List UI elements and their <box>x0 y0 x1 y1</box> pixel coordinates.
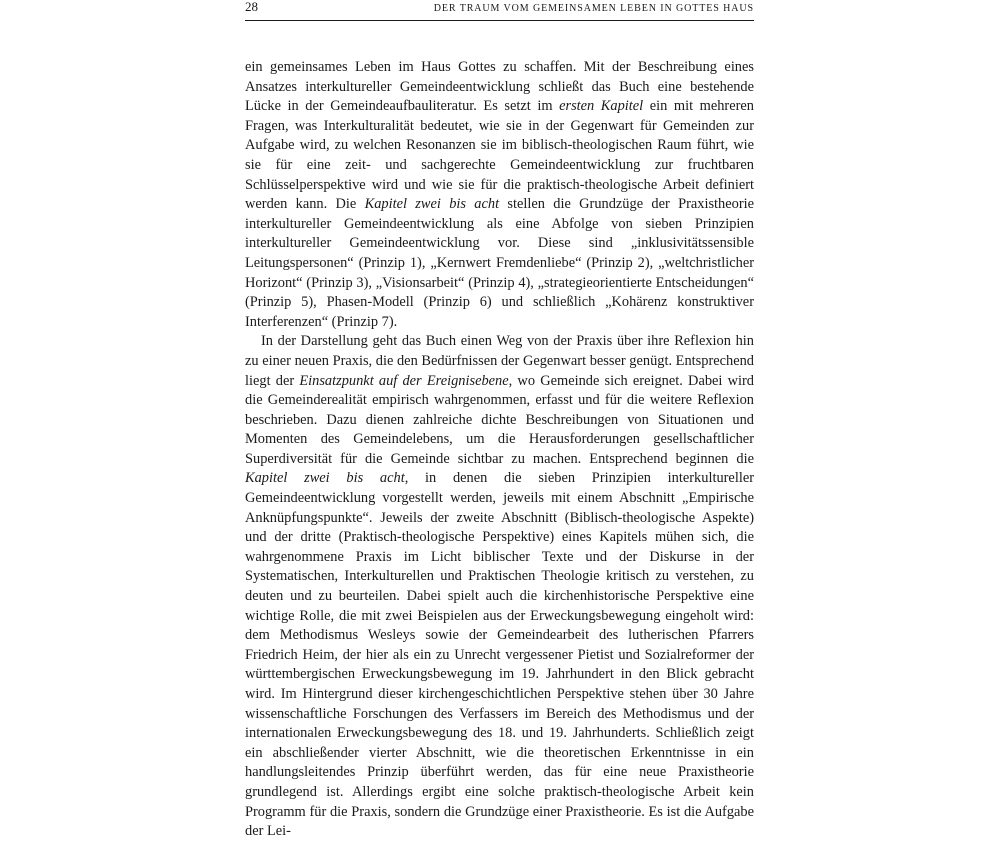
text-segment: ein mit mehreren Fragen, was Interkulturalität bedeutet, wie sie in der Gegenwart für Gemeinden zur Aufgabe wird, zu welchen Resonanzen sie im biblisch-theologischen Raum führt, wie sie für eine zeit- und sachgerechte Gemeindeentwicklung zur fruchtbaren Schlüsselperspektive wird und wie sie für die praktisch-theologische Arbeit definiert werden kann. Die <box>245 98 754 213</box>
text-segment: , wo Gemeinde sich ereignet. Dabei wird die Gemeinderealität empirisch wahrgenommen, erfasst und für die weitere Reflexion beschrieben. Dazu dienen zahlreiche dichte Beschreibungen von Situationen und Momenten des Gemeindelebens, um die Herausforderungen gesellschaftlicher Superdiversität für die Gemeinde sichtbar zu machen. Entsprechend beginnen die <box>245 372 754 467</box>
page-number: 28 <box>245 0 258 14</box>
emphasis-ersten-kapitel: ersten Kapitel <box>559 98 644 115</box>
paragraph-2 <box>245 332 754 841</box>
text-segment: In der Darstellung geht das Buch einen Weg von der Praxis über ihre Reflexion hin zu einer neuen Praxis, die den Bedürfnissen der Gegenwart besser genügt. Entsprechend liegt der <box>245 333 754 389</box>
text-segment: , in denen die sieben Prinzipien interkultureller Gemeindeentwicklung vorgestellt werden, jeweils mit einem Abschnitt „Empirische Anknüpfungspunkte“. Jeweils der zweite Abschnitt (Biblisch-theologische Aspekte) und der dritte (Praktisch-theologische Perspektive) eines Kapitels mühen sich, die wahrgenommene Praxis im Licht biblischer Texte und der Diskurse in der Systematischen, Interkulturellen und Praktischen Theologie kritisch zu verstehen, zu deuten und zu beurteilen. Dabei spielt auch die kirchenhistorische Perspektive eine wichtige Rolle, die mit zwei Beispielen aus der Erweckungsbewegung eingeholt wird: dem Methodismus Wesleys sowie der Gemeindearbeit des lutherischen Pfarrers Friedrich Heim, der hier als ein zu Unrecht vergessener Pietist und Sozialreformer der württembergischen Erweckungsbewegung im 19. Jahrhundert in den Blick gebracht wird. Im Hintergrund dieser kirchengeschichtlichen Perspektive stehen über 30 Jahre wissenschaftliche Forschungen des Verfassers im Bereich des Methodismus und der internationalen Erweckungsbewegung des 18. und 19. Jahrhunderts. Schließlich zeigt ein abschließender vierter Abschnitt, wie die theoretischen Erkenntnisse in ein handlungsleitendes Prinzip überführt werden, das für eine neue Praxistheorie grundlegend ist. Allerdings ergibt eine solche praktisch-theologische Arbeit kein Programm für die Praxis, sondern die Grundzüge einer Praxistheorie. Es ist die Aufgabe der Lei- <box>245 470 754 840</box>
text-segment: stellen die Grundzüge der Praxistheorie interkultureller Gemeindeentwicklung als eine Abfolge von sieben Prinzipien interkultureller Gemeindeentwicklung vor. Diese sind „inklusivitätssensible Leitungspersonen“ (Prinzip 1), „Kernwert Fremdenliebe“ (Prinzip 2), „weltchristlicher Horizont“ (Prinzip 3), „Visionsarbeit“ (Prinzip 4), „strategieorientierte Entscheidungen“ (Prinzip 5), Phasen-Modell (Prinzip 6) und schließlich „Kohärenz konstruktiver Interferenzen“ (Prinzip 7). <box>245 196 754 330</box>
running-header <box>245 0 754 21</box>
emphasis-einsatzpunkt: Einsatzpunkt auf der Ereignisebene <box>299 372 509 389</box>
emphasis-kapitel-zwei-bis-acht: Kapitel zwei bis acht <box>364 196 500 213</box>
running-title: DER TRAUM VOM GEMEINSAMEN LEBEN IN GOTTES HAUS <box>433 3 754 14</box>
text-segment: ein gemeinsames Leben im Haus Gottes zu schaffen. Mit der Beschreibung eines Ansatzes interkultureller Gemeindeentwicklung schließt das Buch eine bestehende Lücke in der Gemeindeaufbauliteratur. Es setzt im <box>245 59 754 115</box>
paragraph-1 <box>245 58 754 332</box>
emphasis-kapitel-zwei-bis-acht: Kapitel zwei bis acht <box>245 470 405 487</box>
book-page <box>245 0 754 842</box>
body-text <box>245 58 754 842</box>
